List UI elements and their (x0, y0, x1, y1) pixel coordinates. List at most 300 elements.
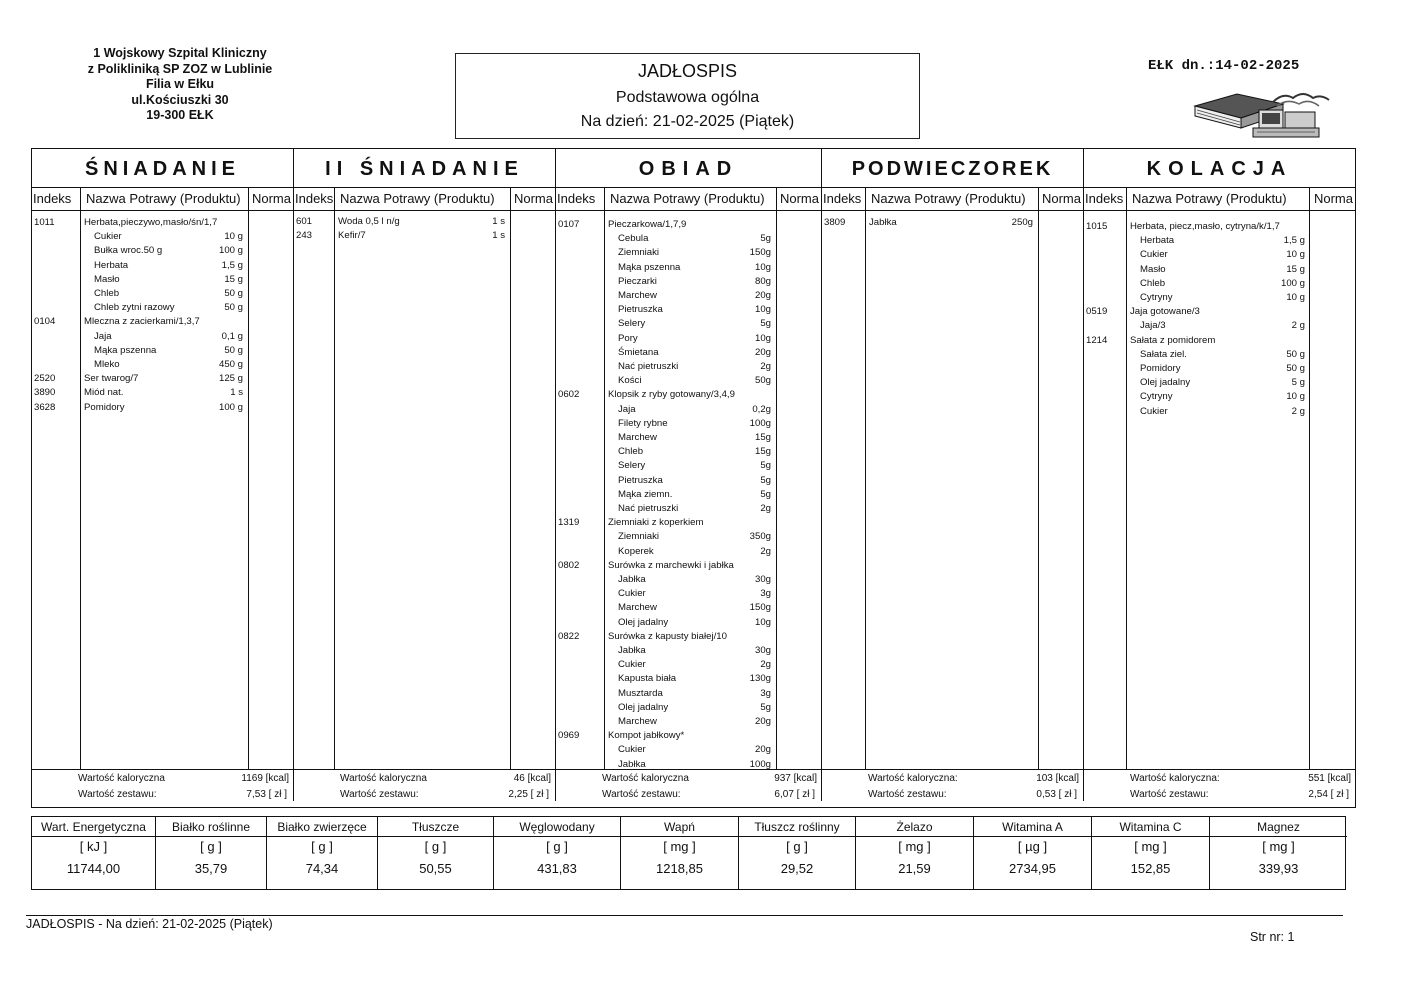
ingredient-row (556, 247, 821, 261)
nutrition-column (739, 817, 856, 889)
ingredient-name: Herbata (1140, 235, 1175, 247)
ingredient-row (32, 359, 293, 373)
dish-index: 3628 (34, 401, 56, 413)
ingredient-row (1084, 377, 1355, 391)
dish-name: Kefir/7 (338, 230, 366, 242)
ingredient-row (556, 404, 821, 418)
column-header-row (1084, 187, 1355, 211)
norm-value: 5g (760, 460, 771, 472)
dish-name: Mleczna z zacierkami/1,3,7 (84, 316, 200, 328)
ingredient-row (1084, 363, 1355, 377)
ingredient-row (556, 475, 821, 489)
nutrient-name: Witamina C (1092, 817, 1209, 837)
header-index: Indeks (33, 191, 72, 206)
ingredient-row (32, 231, 293, 245)
nutrition-column (267, 817, 378, 889)
ingredient-row (556, 503, 821, 517)
norm-value: 50 g (224, 288, 243, 299)
norm-value: 50 g (1286, 348, 1305, 360)
kcal-label: Wartość kaloryczna (340, 773, 427, 784)
ingredient-row (556, 432, 821, 446)
ingredient-row (556, 702, 821, 716)
header-name: Nazwa Potrawy (Produktu) (610, 191, 765, 206)
header-name: Nazwa Potrawy (Produktu) (871, 191, 1026, 206)
header-index: Indeks (1085, 191, 1124, 206)
meal-title: KOLACJA (1146, 158, 1293, 180)
norm-value: 1,5 g (221, 259, 243, 271)
norm-value: 20g (754, 744, 771, 756)
ingredient-name: Mąka ziemn. (618, 488, 673, 500)
dish-name: Surówka z marchewki i jabłka (608, 559, 734, 571)
page-title: JADŁOSPIS (637, 61, 738, 81)
ingredient-row (556, 375, 821, 389)
ingredient-row (556, 602, 821, 616)
ingredient-row (556, 546, 821, 560)
ingredient-row (556, 290, 821, 304)
header-norm: Norma (251, 191, 291, 206)
ingredient-name: Olej jadalny (618, 701, 669, 713)
ingredient-row (1084, 406, 1355, 420)
dish-row (32, 217, 293, 231)
dish-name: Herbata,pieczywo,masło/śn/1,7 (84, 217, 218, 228)
nutrition-column (621, 817, 739, 889)
ingredient-row (556, 347, 821, 361)
ingredient-name: Cukier (94, 231, 122, 243)
column-header-row (556, 187, 821, 211)
meal-column (32, 149, 294, 801)
cost-value: 7,53 [ zł ] (246, 789, 287, 800)
dish-row (556, 730, 821, 744)
dish-name: Ziemniaki z koperkiem (608, 517, 704, 529)
norm-value: 2 g (1291, 320, 1305, 332)
diet-name: Podstawowa ogólna (615, 89, 760, 106)
column-header-row (822, 187, 1083, 211)
dish-row (294, 216, 555, 230)
nutrition-column (1092, 817, 1210, 889)
ingredient-name: Cebula (618, 233, 649, 245)
norm-value: 15g (754, 432, 771, 443)
nutrient-unit: [ µg ] (1017, 839, 1048, 854)
kcal-label: Wartość kaloryczna: (1130, 773, 1220, 784)
ingredient-name: Marchew (618, 602, 657, 614)
cost-label: Wartość zestawu: (602, 789, 681, 800)
ingredient-name: Cukier (1140, 249, 1168, 261)
norm-value: 1 s (492, 216, 505, 227)
norm-value: 100g (749, 417, 771, 429)
ingredient-row (32, 260, 293, 274)
dish-index: 0107 (558, 219, 580, 230)
dish-index: 0519 (1086, 306, 1108, 318)
dish-row (556, 560, 821, 574)
dish-name: Surówka z kapusty białej/10 (608, 630, 727, 642)
ingredient-name: Chleb (94, 288, 120, 299)
nutrient-name: Żelazo (856, 817, 973, 837)
dish-name: Jaja gotowane/3 (1130, 306, 1200, 318)
hospital-street: ul.Kościuszki 30 (131, 92, 229, 107)
norm-value: 10 g (224, 231, 243, 243)
ingredient-row (32, 288, 293, 302)
norm-value: 100 g (218, 245, 243, 257)
meal-column (556, 149, 822, 801)
ingredient-row (32, 274, 293, 288)
header-norm: Norma (513, 191, 553, 206)
kcal-value: 46 [kcal] (513, 773, 551, 784)
norm-value: 2g (760, 361, 771, 372)
header-index: Indeks (823, 191, 862, 206)
column-separator (334, 187, 335, 769)
ingredient-row (556, 361, 821, 375)
nutrient-unit: [ g ] (786, 839, 808, 854)
cost-label: Wartość zestawu: (1130, 789, 1209, 800)
ingredient-name: Koperek (618, 545, 654, 557)
ingredient-name: Jabłka (618, 645, 646, 656)
dish-row (294, 230, 555, 244)
meal-column (822, 149, 1084, 801)
nutrient-value: 21,59 (898, 861, 931, 876)
kcal-value: 1169 [kcal] (241, 773, 289, 784)
meal-summary (294, 769, 555, 808)
ingredient-row (556, 418, 821, 432)
nutrient-name: Witamina A (974, 817, 1091, 837)
norm-value: 125 g (218, 373, 243, 385)
ingredient-row (1084, 235, 1355, 249)
ingredient-row (1084, 278, 1355, 292)
norm-value: 450 g (218, 359, 243, 370)
kcal-label: Wartość kaloryczna: (868, 773, 958, 784)
ingredient-row (556, 531, 821, 545)
page-number: Str nr: 1 (1250, 930, 1295, 944)
dish-row (822, 217, 1083, 231)
norm-value: 50 g (224, 302, 243, 314)
norm-value: 10 g (1286, 292, 1305, 303)
nutrient-name: Białko zwierzęce (267, 817, 377, 837)
ingredient-name: Olej jadalny (1140, 377, 1191, 389)
dish-name: Klopsik z ryby gotowany/3,4,9 (608, 389, 735, 401)
norm-value: 5 g (1291, 377, 1305, 389)
norm-value: 100g (749, 758, 771, 770)
ingredient-name: Mąka pszenna (618, 261, 681, 273)
dish-index: 243 (296, 230, 313, 242)
dish-index: 1214 (1086, 334, 1108, 346)
header-norm: Norma (779, 191, 819, 206)
nutrient-unit: [ mg ] (1262, 839, 1295, 854)
ingredient-row (556, 659, 821, 673)
column-separator (510, 187, 511, 769)
norm-value: 20g (754, 290, 771, 301)
ingredient-name: Musztarda (618, 687, 663, 699)
ingredient-name: Cukier (1140, 405, 1168, 417)
header-name: Nazwa Potrawy (Produktu) (86, 191, 241, 206)
nutrient-name: Białko roślinne (156, 817, 266, 837)
nutrient-name: Tłuszcze (378, 817, 493, 837)
dish-row (32, 373, 293, 387)
ingredient-name: Śmietana (618, 346, 659, 358)
ingredient-name: Chleb (1140, 277, 1166, 289)
ingredient-name: Chleb (618, 446, 644, 458)
ingredient-name: Jaja (618, 403, 636, 415)
norm-value: 5g (760, 488, 771, 500)
ingredient-name: Cukier (618, 659, 646, 671)
ingredient-name: Jaja (94, 330, 112, 342)
norm-value: 10g (754, 616, 771, 628)
ingredient-name: Herbata (94, 259, 129, 271)
norm-value: 80g (754, 275, 771, 287)
ingredient-row (556, 304, 821, 318)
nutrition-column (974, 817, 1092, 889)
footer-divider (26, 915, 1343, 916)
hospital-name: 1 Wojskowy Szpital Kliniczny (93, 46, 267, 60)
norm-value: 50 g (224, 344, 243, 356)
ingredient-name: Filety rybne (618, 417, 668, 429)
norm-value: 10g (754, 304, 771, 316)
norm-value: 10 g (1286, 249, 1305, 261)
ingredient-name: Olej jadalny (618, 616, 669, 628)
nutrition-column (32, 817, 156, 889)
ingredient-name: Nać pietruszki (618, 361, 679, 372)
ingredient-row (1084, 249, 1355, 263)
kcal-value: 551 [kcal] (1308, 773, 1351, 784)
nutrient-unit: [ mg ] (663, 839, 696, 854)
dish-name: Kompot jabłkowy* (608, 730, 685, 742)
nutrient-value: 2734,95 (1009, 861, 1056, 876)
dish-index: 0802 (558, 559, 580, 571)
ingredient-name: Bułka wroc.50 g (94, 245, 163, 257)
norm-value: 15 g (1286, 263, 1305, 275)
ingredient-row (32, 245, 293, 259)
ingredient-name: Selery (618, 460, 646, 472)
ingredient-row (556, 574, 821, 588)
ingredient-name: Chleb zytni razowy (94, 302, 175, 314)
ingredient-name: Cytryny (1140, 391, 1173, 403)
column-header-row (32, 187, 293, 211)
ingredient-row (1084, 391, 1355, 405)
dish-name: Herbata, piecz,masło, cytryna/k/1,7 (1130, 221, 1280, 232)
ingredient-name: Jaja/3 (1140, 320, 1166, 332)
dish-name: Jabłka (869, 217, 897, 228)
header-norm: Norma (1313, 191, 1353, 206)
dish-index: 0104 (34, 316, 56, 328)
nutrition-column (378, 817, 494, 889)
dish-name: Sałata z pomidorem (1130, 334, 1216, 346)
header-name: Nazwa Potrawy (Produktu) (340, 191, 495, 206)
ingredient-name: Marchew (618, 716, 657, 727)
ingredient-name: Nać pietruszki (618, 503, 679, 514)
nutrient-value: 1218,85 (656, 861, 703, 876)
norm-value: 1 s (230, 387, 243, 399)
nutrient-name: Tłuszcz roślinny (739, 817, 855, 837)
norm-value: 2 g (1291, 405, 1305, 417)
dish-row (556, 631, 821, 645)
ingredient-name: Pomidory (1140, 363, 1181, 374)
ingredient-row (1084, 264, 1355, 278)
dish-index: 1319 (558, 517, 580, 529)
ingredient-row (1084, 349, 1355, 363)
meal-column (294, 149, 556, 801)
nutrient-value: 29,52 (780, 861, 814, 876)
norm-value: 0,1 g (221, 330, 243, 342)
ingredient-name: Marchew (618, 432, 657, 443)
ingredient-row (1084, 320, 1355, 334)
hospital-city: 19-300 EŁK (146, 108, 214, 122)
dish-index: 0969 (558, 730, 580, 742)
nutrient-unit: [ g ] (200, 839, 222, 854)
cost-label: Wartość zestawu: (868, 789, 947, 800)
dish-row (556, 219, 821, 233)
ingredient-name: Kapusta biała (618, 673, 677, 685)
norm-value: 20g (754, 346, 771, 358)
meal-grid (31, 148, 1356, 808)
nutrient-name: Wart. Energetyczna (32, 817, 155, 837)
ingredient-row (32, 331, 293, 345)
ingredient-name: Cytryny (1140, 292, 1173, 303)
column-separator (865, 187, 866, 769)
nutrient-value: 339,93 (1258, 861, 1299, 876)
norm-value: 2g (760, 545, 771, 557)
hospital-address (60, 46, 300, 124)
dish-row (32, 387, 293, 401)
norm-value: 50 g (1286, 363, 1305, 374)
dish-row (556, 517, 821, 531)
ingredient-row (1084, 292, 1355, 306)
dish-index: 1011 (34, 217, 55, 228)
ingredient-row (32, 302, 293, 316)
nutrition-summary-table (31, 816, 1346, 890)
ingredient-name: Masło (1140, 263, 1166, 275)
norm-value: 150g (749, 602, 771, 614)
nutrient-unit: [ g ] (546, 839, 568, 854)
nutrient-value: 74,34 (305, 861, 339, 876)
menu-title-box (455, 53, 920, 139)
ingredient-row (556, 688, 821, 702)
ingredient-name: Jabłka (618, 574, 646, 585)
ingredient-name: Mąka pszenna (94, 344, 157, 356)
ingredient-name: Pieczarki (618, 275, 657, 287)
nutrient-value: 152,85 (1130, 861, 1171, 876)
kcal-label: Wartość kaloryczna (602, 773, 689, 784)
nutrition-column (1210, 817, 1347, 889)
cost-value: 2,54 [ zł ] (1308, 789, 1349, 800)
meal-title: II ŚNIADANIE (325, 158, 524, 180)
nutrient-value: 50,55 (419, 861, 452, 876)
dish-index: 3890 (34, 387, 56, 399)
norm-value: 15g (754, 446, 771, 458)
ingredient-name: Mleko (94, 359, 120, 370)
nutrient-unit: [ mg ] (1134, 839, 1167, 854)
norm-value: 30g (754, 645, 771, 656)
dish-row (32, 316, 293, 330)
ingredient-name: Pietruszka (618, 304, 663, 316)
dish-index: 3809 (824, 217, 846, 228)
ingredient-row (556, 588, 821, 602)
dish-row (1084, 221, 1355, 235)
ingredient-row (556, 744, 821, 758)
dish-index: 601 (296, 216, 313, 227)
meal-summary (822, 769, 1083, 808)
nutrition-column (856, 817, 974, 889)
header-index: Indeks (295, 191, 334, 206)
cost-value: 6,07 [ zł ] (774, 789, 815, 800)
dish-name: Ser twarog/7 (84, 373, 139, 385)
book-and-computer-icon (1193, 88, 1333, 145)
ingredient-row (32, 345, 293, 359)
norm-value: 0,2g (752, 403, 771, 415)
norm-value: 150g (749, 247, 771, 259)
dish-index: 2520 (34, 373, 56, 385)
norm-value: 130g (749, 673, 771, 685)
meal-summary (32, 769, 293, 808)
nutrient-unit: [ g ] (311, 839, 333, 854)
cost-value: 2,25 [ zł ] (508, 789, 549, 800)
ingredient-row (556, 446, 821, 460)
nutrient-name: Magnez (1210, 817, 1347, 837)
norm-value: 100 g (1280, 277, 1305, 289)
nutrition-column (494, 817, 621, 889)
ingredient-name: Cukier (618, 588, 646, 600)
dish-row (32, 402, 293, 416)
header-norm: Norma (1041, 191, 1081, 206)
ingredient-row (556, 333, 821, 347)
hospital-branch: Filia w Ełku (145, 77, 215, 91)
ingredient-row (556, 460, 821, 474)
dish-index: 0602 (558, 389, 580, 401)
dish-name: Pieczarkowa/1,7,9 (608, 219, 687, 230)
meal-title: OBIAD (638, 158, 739, 180)
nutrient-value: 35,79 (194, 861, 228, 876)
norm-value: 10g (754, 261, 771, 273)
ingredient-name: Ziemniaki (618, 531, 660, 543)
norm-value: 15 g (224, 273, 243, 285)
norm-value: 10g (754, 332, 771, 344)
norm-value: 1 s (492, 230, 505, 242)
norm-value: 5g (760, 233, 771, 245)
ingredient-name: Jabłka (618, 758, 646, 770)
meal-title: PODWIECZOREK (851, 158, 1054, 180)
norm-value: 100 g (218, 401, 243, 413)
ingredient-name: Ziemniaki (618, 247, 660, 259)
column-separator (1038, 187, 1039, 769)
ingredient-row (556, 617, 821, 631)
meal-summary (556, 769, 821, 808)
nutrient-name: Wapń (621, 817, 738, 837)
norm-value: 3g (760, 588, 771, 600)
ingredient-row (556, 276, 821, 290)
ingredient-row (556, 645, 821, 659)
ingredient-name: Sałata ziel. (1140, 348, 1187, 360)
ingredient-row (556, 262, 821, 276)
kcal-value: 103 [kcal] (1036, 773, 1079, 784)
footer-text: JADŁOSPIS - Na dzień: 21-02-2025 (Piątek) (26, 917, 273, 931)
norm-value: 5g (760, 474, 771, 486)
ingredient-name: Pory (618, 332, 638, 344)
ingredient-row (556, 716, 821, 730)
meal-title: ŚNIADANIE (84, 158, 240, 180)
header-index: Indeks (557, 191, 596, 206)
dish-name: Woda 0,5 l n/g (338, 216, 400, 227)
nutrient-unit: [ kJ ] (79, 839, 108, 854)
dish-name: Pomidory (84, 401, 125, 413)
ingredient-name: Masło (94, 273, 120, 285)
menu-date: Na dzień: 21-02-2025 (Piątek) (580, 113, 795, 130)
nutrition-column (156, 817, 267, 889)
header-name: Nazwa Potrawy (Produktu) (1132, 191, 1287, 206)
nutrient-unit: [ mg ] (898, 839, 931, 854)
dish-index: 1015 (1086, 221, 1108, 232)
nutrient-value: 431,83 (537, 861, 577, 876)
norm-value: 50g (754, 375, 771, 387)
ingredient-row (556, 318, 821, 332)
meal-summary (1084, 769, 1355, 808)
hospital-subname: z Polikliniką SP ZOZ w Lublinie (87, 61, 273, 76)
